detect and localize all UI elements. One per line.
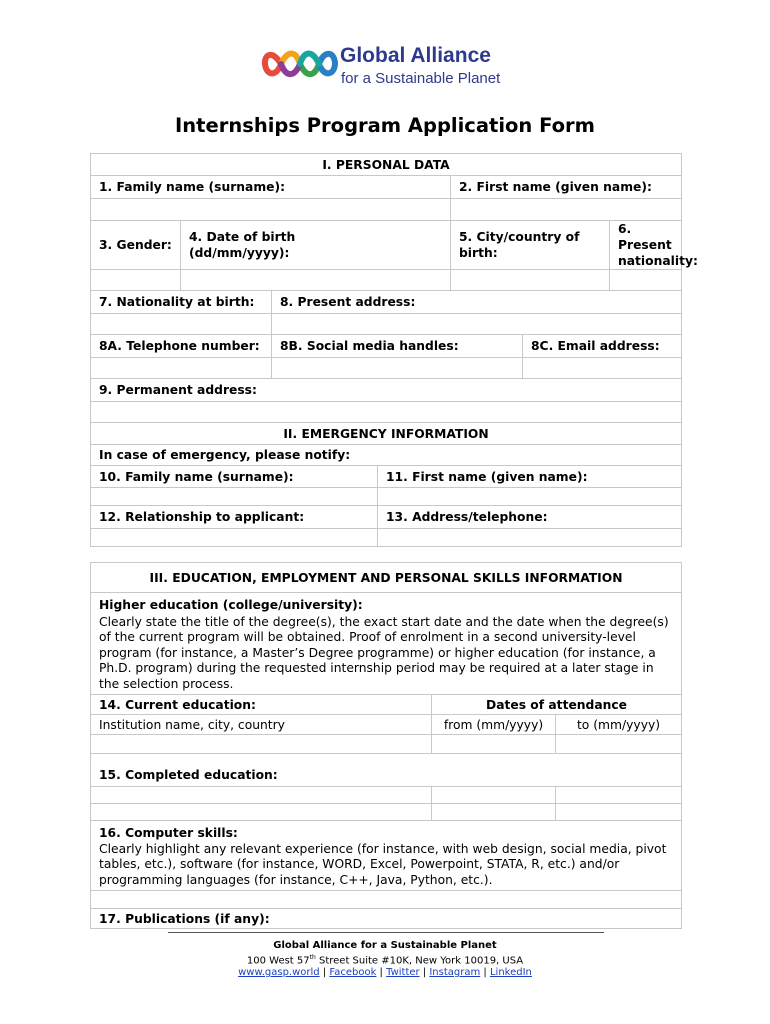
field-label: 2. First name (given name):: [451, 176, 682, 199]
column-label: Institution name, city, country: [91, 715, 432, 735]
gender-input[interactable]: [91, 270, 181, 291]
page-title: Internships Program Application Form: [175, 114, 595, 137]
field-label: 10. Family name (surname):: [91, 466, 378, 488]
first-name-input[interactable]: [451, 199, 682, 221]
field-label: 15. Completed education:: [91, 754, 682, 787]
field-label: 8C. Email address:: [523, 335, 682, 358]
emergency-table: [90, 422, 682, 547]
telephone-input[interactable]: [91, 358, 272, 379]
completed-from-input[interactable]: [432, 804, 556, 821]
field-label: 17. Publications (if any):: [91, 909, 682, 929]
field-label: 14. Current education:: [91, 695, 432, 715]
completed-institution-input[interactable]: [91, 787, 432, 804]
field-label: Dates of attendance: [432, 695, 682, 715]
date-of-birth-input[interactable]: [181, 270, 451, 291]
column-label: from (mm/yyyy): [432, 715, 556, 735]
field-label: 8A. Telephone number:: [91, 335, 272, 358]
field-label: 8B. Social media handles:: [272, 335, 523, 358]
social-media-input[interactable]: [272, 358, 523, 379]
field-label: 3. Gender:: [91, 221, 181, 270]
present-address-input[interactable]: [272, 314, 682, 335]
column-label: to (mm/yyyy): [556, 715, 682, 735]
field-label: 9. Permanent address:: [91, 379, 682, 402]
logo-title: Global Alliance: [340, 44, 491, 67]
footer-divider: [168, 932, 604, 933]
instagram-link[interactable]: Instagram: [429, 967, 481, 978]
completed-from-input[interactable]: [432, 787, 556, 804]
completed-to-input[interactable]: [556, 804, 682, 821]
field-label: 13. Address/telephone:: [378, 506, 682, 529]
birth-place-input[interactable]: [451, 270, 610, 291]
nationality-input[interactable]: [610, 270, 682, 291]
emergency-address-input[interactable]: [378, 529, 682, 547]
website-link[interactable]: www.gasp.world: [238, 967, 320, 978]
field-label: 16. Computer skills:: [99, 826, 238, 841]
email-input[interactable]: [523, 358, 682, 379]
computer-skills-instructions: Clearly highlight any relevant experience (for instance, with web design, social media, pivot tables, etc.), software (for instance, WORD, Excel, Powerpoint, STATA, R, etc.) and/or programming languages (for instance, C++, Java, Python, etc.).: [99, 842, 667, 887]
field-label: 7. Nationality at birth:: [91, 291, 272, 314]
completed-to-input[interactable]: [556, 787, 682, 804]
footer-address: 100 West 57th Street Suite #10K, New York 10019, USA: [246, 954, 524, 967]
emergency-intro: In case of emergency, please notify:: [91, 445, 682, 466]
field-label: 8. Present address:: [272, 291, 682, 314]
section-heading: III. EDUCATION, EMPLOYMENT AND PERSONAL SKILLS INFORMATION: [91, 563, 682, 593]
emergency-family-name-input[interactable]: [91, 488, 378, 506]
permanent-address-input[interactable]: [91, 402, 682, 423]
logo-subtitle: for a Sustainable Planet: [341, 70, 501, 87]
education-table: [90, 562, 682, 929]
footer-links: www.gasp.world | Facebook | Twitter | Instagram | LinkedIn: [238, 967, 532, 978]
personal-data-table: [90, 153, 698, 423]
computer-skills-block: [91, 821, 682, 891]
field-label: Higher education (college/university):: [99, 598, 363, 612]
field-label: 5. City/country of birth:: [451, 221, 610, 270]
linkedin-link[interactable]: LinkedIn: [489, 967, 532, 978]
higher-education-block: [91, 593, 682, 695]
facebook-link[interactable]: Facebook: [329, 967, 377, 978]
nationality-at-birth-input[interactable]: [91, 314, 272, 335]
infinity-logo-icon: [262, 45, 338, 83]
field-label: 6. Present nationality:: [610, 221, 682, 270]
section-heading: II. EMERGENCY INFORMATION: [91, 423, 682, 445]
footer-org: Global Alliance for a Sustainable Planet: [273, 940, 497, 951]
higher-education-instructions: Clearly state the title of the degree(s), the exact start date and the date when the degree(s) of the current program will be obtained. Proof of enrolment in a second university-level program (for instance, a Master’s Degree programme) or higher education (for instance, a Ph.D. program) during the requested internship period may be required at a later stage in the selection process.: [99, 615, 669, 691]
twitter-link[interactable]: Twitter: [386, 967, 420, 978]
institution-input[interactable]: [91, 735, 432, 754]
field-label: 11. First name (given name):: [378, 466, 682, 488]
emergency-first-name-input[interactable]: [378, 488, 682, 506]
field-label: 1. Family name (surname):: [91, 176, 451, 199]
section-heading: I. PERSONAL DATA: [91, 154, 682, 176]
family-name-input[interactable]: [91, 199, 451, 221]
to-date-input[interactable]: [556, 735, 682, 754]
from-date-input[interactable]: [432, 735, 556, 754]
computer-skills-input[interactable]: [91, 891, 682, 909]
field-label: 12. Relationship to applicant:: [91, 506, 378, 529]
completed-institution-input[interactable]: [91, 804, 432, 821]
field-label: 4. Date of birth (dd/mm/yyyy):: [181, 221, 451, 270]
relationship-input[interactable]: [91, 529, 378, 547]
